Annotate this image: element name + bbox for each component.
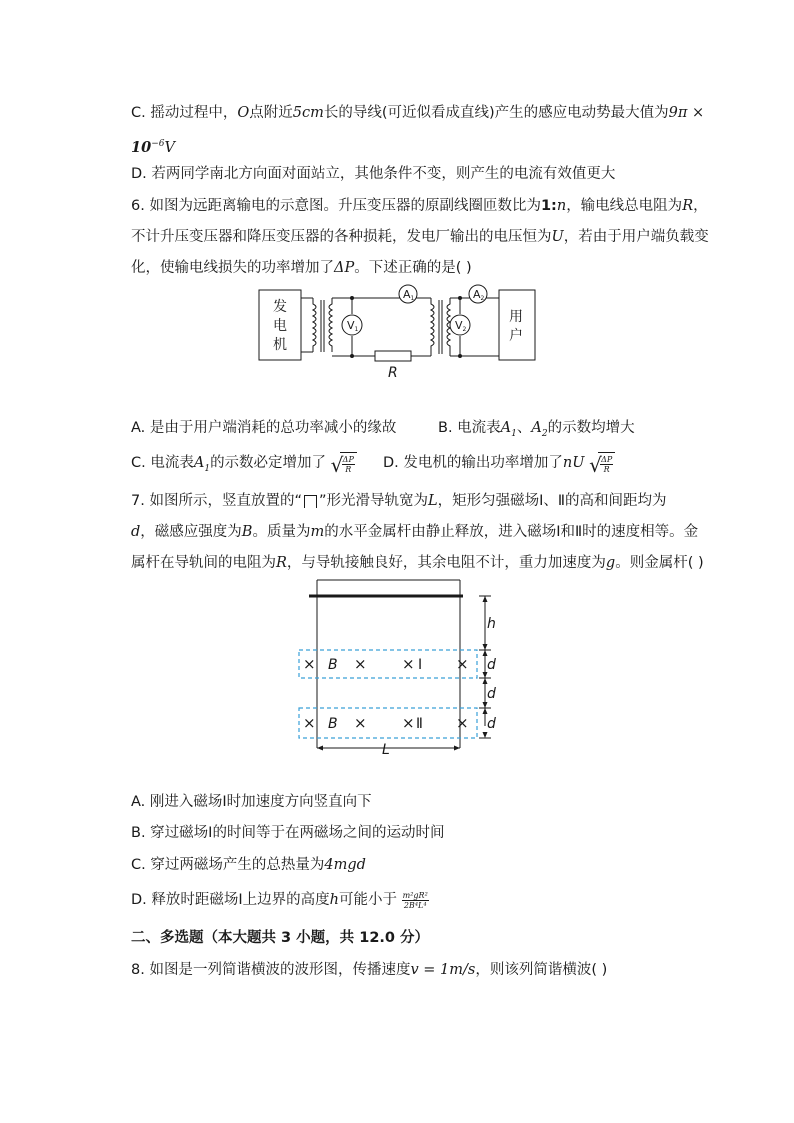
svg-text:A1: A1: [403, 288, 415, 302]
svg-text:×: ×: [354, 714, 367, 732]
generator-label-2: 电: [273, 318, 287, 334]
q7-stem-line2: d，磁感应强度为B。质量为m的水平金属杆由静止释放，进入磁场Ⅰ和Ⅱ时的速度相等。金: [131, 524, 699, 540]
svg-text:×: ×: [402, 714, 415, 732]
q7-stem-line3: 属杆在导轨间的电阻为R，与导轨接触良好，其余电阻不计，重力加速度为g。则金属杆( ): [131, 555, 704, 571]
svg-text:V2: V2: [455, 319, 467, 333]
q5-option-d: D. 若两同学南北方向面对面站立，其他条件不变，则产生的电流有效值更大: [131, 166, 616, 182]
q7-option-b: B. 穿过磁场Ⅰ的时间等于在两磁场之间的运动时间: [131, 825, 445, 841]
resistor-R: [375, 351, 411, 361]
generator-label-3: 机: [273, 337, 287, 353]
generator-label-1: 发: [273, 299, 287, 315]
field-region-2: [299, 708, 477, 738]
q6-stem-line2: 不计升压变压器和降压变压器的各种损耗，发电厂输出的电压恒为U，若由于用户端负载变: [131, 229, 709, 245]
q5-option-c: C. 摇动过程中，O点附近5cm长的导线(可近似看成直线)产生的感应电动势最大值为9π ×: [131, 105, 705, 121]
q5-option-c-cont: $10^{-6}V$: [131, 138, 175, 156]
q6-stem-line1: 6. 如图为远距离输电的示意图。升压变压器的原副线圈匝数比为1:n，输电线总电阻为R，: [131, 198, 708, 214]
label-II: Ⅱ: [416, 716, 423, 732]
field-region-1: [299, 650, 477, 678]
label-L: L: [382, 742, 390, 758]
q6-option-c: C. 电流表$A_1$的示数必定增加了 √ $\frac{\Delta P}{R}$: [131, 452, 357, 479]
svg-text:V1: V1: [347, 319, 359, 333]
svg-text:×: ×: [303, 714, 316, 732]
q8-stem-line1: 8. 如图是一列简谐横波的波形图，传播速度v = 1m/s，则该列简谐横波( ): [131, 962, 608, 978]
user-label-1: 用: [509, 309, 523, 325]
label-B-1: B: [328, 657, 338, 673]
svg-text:×: ×: [456, 655, 469, 673]
q6-option-b: B. 电流表$A_1$、$A_2$的示数均增大: [438, 420, 635, 439]
svg-text:×: ×: [402, 655, 415, 673]
section-2-title: 二、多选题（本大题共 3 小题，共 12.0 分）: [131, 930, 430, 946]
user-label-2: 户: [509, 328, 523, 344]
q6-stem-line3: 化，使输电线损失的功率增加了ΔP。下述正确的是( ): [131, 260, 472, 276]
label-h: h: [487, 616, 496, 632]
svg-text:×: ×: [354, 655, 367, 673]
q6-option-a: A. 是由于用户端消耗的总功率减小的缘故: [131, 420, 397, 436]
label-d-2: d: [487, 686, 496, 702]
label-d-1: d: [487, 657, 496, 673]
q6-option-d: D. 发电机的输出功率增加了nU √ $\frac{\Delta P}{R}$: [383, 452, 615, 474]
q6-transmission-diagram: [255, 284, 540, 382]
label-B-2: B: [328, 716, 338, 732]
label-I: Ⅰ: [418, 657, 423, 673]
q7-stem-line1: 7. 如图所示，竖直放置的“ ”形光滑导轨宽为L，矩形匀强磁场Ⅰ、Ⅱ的高和间距均为: [131, 493, 667, 509]
svg-text:×: ×: [456, 714, 469, 732]
user-box: [499, 290, 535, 360]
svg-text:A2: A2: [473, 288, 485, 302]
q7-rail-diagram: [295, 578, 505, 758]
q7-option-d: D. 释放时距磁场Ⅰ上边界的高度h可能小于 $\frac{\text{m²gR²}}{\text{2B⁴L⁴}}$: [131, 890, 428, 910]
resistor-label: R: [388, 365, 398, 381]
q7-option-a: A. 刚进入磁场Ⅰ时加速度方向竖直向下: [131, 794, 372, 810]
inverted-u-rail-symbol: [304, 495, 317, 508]
svg-text:×: ×: [303, 655, 316, 673]
label-d-3: d: [487, 716, 496, 732]
q7-option-c: C. 穿过两磁场产生的总热量为4mgd: [131, 857, 366, 873]
